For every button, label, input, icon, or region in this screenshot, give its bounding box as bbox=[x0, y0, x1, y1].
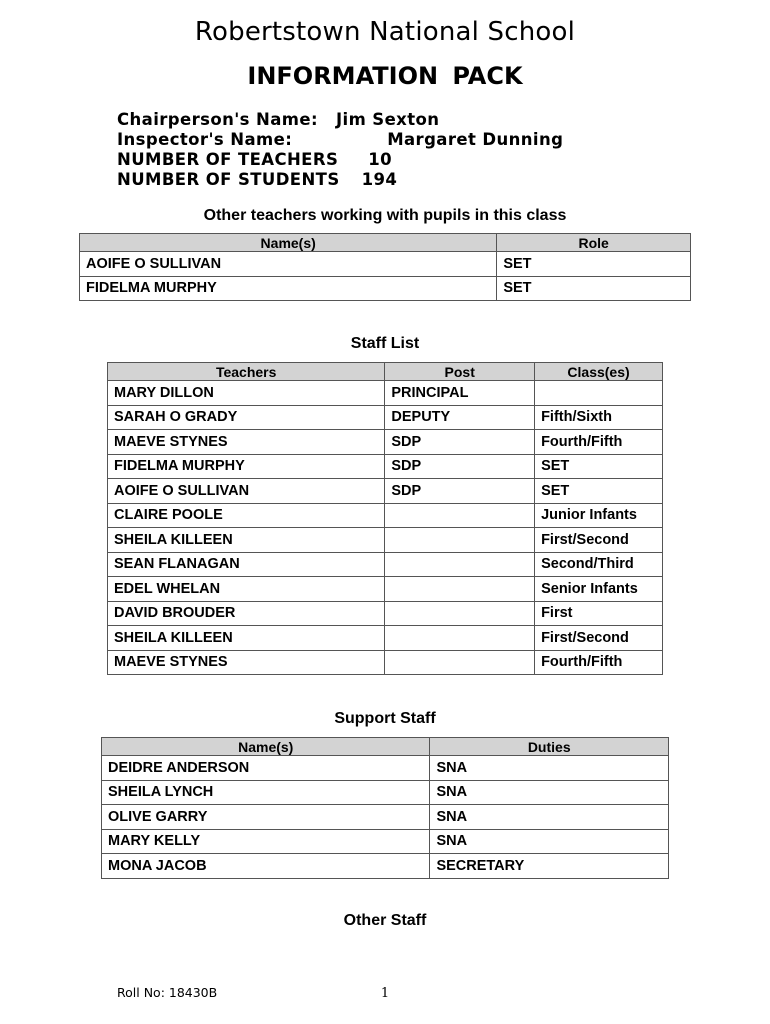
table-row bbox=[108, 650, 663, 675]
column-header-teachers: Teachers bbox=[108, 363, 385, 381]
teachers-count-value: 10 bbox=[368, 150, 393, 169]
table-row bbox=[108, 626, 663, 651]
inspector-value: Margaret Dunning bbox=[387, 130, 564, 149]
duties-cell: SNA bbox=[430, 829, 669, 854]
column-header-post: Post bbox=[385, 363, 535, 381]
classes-cell: SET bbox=[535, 479, 663, 504]
students-count-line bbox=[117, 170, 397, 189]
name-cell: FIDELMA MURPHY bbox=[80, 276, 497, 301]
classes-cell: Fourth/Fifth bbox=[535, 650, 663, 675]
teacher-cell: SHEILA KILLEEN bbox=[108, 626, 385, 651]
table-row bbox=[108, 405, 663, 430]
table-row bbox=[108, 528, 663, 553]
table-row bbox=[102, 829, 669, 854]
name-cell: MARY KELLY bbox=[102, 829, 430, 854]
teacher-cell: MARY DILLON bbox=[108, 381, 385, 406]
role-cell: SET bbox=[497, 252, 691, 277]
students-count-label: NUMBER OF STUDENTS bbox=[117, 170, 340, 189]
post-cell bbox=[385, 577, 535, 602]
table-row bbox=[108, 479, 663, 504]
teacher-cell: CLAIRE POOLE bbox=[108, 503, 385, 528]
table-row bbox=[102, 780, 669, 805]
name-cell: MONA JACOB bbox=[102, 854, 430, 879]
table-row bbox=[102, 805, 669, 830]
name-cell: DEIDRE ANDERSON bbox=[102, 756, 430, 781]
teacher-cell: MAEVE STYNES bbox=[108, 650, 385, 675]
role-cell: SET bbox=[497, 276, 691, 301]
inspector-line bbox=[117, 130, 563, 149]
school-name: Robertstown National School bbox=[194, 17, 576, 47]
staff-list-title: Staff List bbox=[350, 335, 420, 352]
duties-cell: SNA bbox=[430, 805, 669, 830]
table-row bbox=[80, 252, 691, 277]
column-header-role: Role bbox=[497, 234, 691, 252]
table-row bbox=[102, 854, 669, 879]
post-cell bbox=[385, 626, 535, 651]
classes-cell: Junior Infants bbox=[535, 503, 663, 528]
duties-cell: SNA bbox=[430, 756, 669, 781]
other-teachers-table bbox=[79, 233, 691, 301]
post-cell: DEPUTY bbox=[385, 405, 535, 430]
table-row bbox=[108, 552, 663, 577]
post-cell bbox=[385, 528, 535, 553]
classes-cell: Senior Infants bbox=[535, 577, 663, 602]
support-staff-table bbox=[101, 737, 669, 879]
teacher-cell: SARAH O GRADY bbox=[108, 405, 385, 430]
teacher-cell: AOIFE O SULLIVAN bbox=[108, 479, 385, 504]
classes-cell: First/Second bbox=[535, 626, 663, 651]
post-cell bbox=[385, 601, 535, 626]
post-cell: SDP bbox=[385, 454, 535, 479]
teacher-cell: FIDELMA MURPHY bbox=[108, 454, 385, 479]
name-cell: OLIVE GARRY bbox=[102, 805, 430, 830]
table-row bbox=[108, 381, 663, 406]
table-row bbox=[108, 601, 663, 626]
classes-cell: First/Second bbox=[535, 528, 663, 553]
table-row bbox=[108, 430, 663, 455]
column-header-classes: Class(es) bbox=[535, 363, 663, 381]
post-cell bbox=[385, 650, 535, 675]
table-row bbox=[108, 454, 663, 479]
staff-list-table bbox=[107, 362, 663, 675]
column-header-duties: Duties bbox=[430, 738, 669, 756]
teacher-cell: SHEILA KILLEEN bbox=[108, 528, 385, 553]
chairperson-line bbox=[117, 110, 439, 129]
duties-cell: SNA bbox=[430, 780, 669, 805]
chairperson-label: Chairperson's Name: bbox=[117, 110, 318, 129]
teacher-cell: DAVID BROUDER bbox=[108, 601, 385, 626]
inspector-label: Inspector's Name: bbox=[117, 130, 293, 149]
classes-cell: First bbox=[535, 601, 663, 626]
post-cell: SDP bbox=[385, 430, 535, 455]
classes-cell bbox=[535, 381, 663, 406]
teachers-count-line bbox=[117, 150, 392, 169]
chairperson-value: Jim Sexton bbox=[335, 110, 440, 129]
support-staff-title: Support Staff bbox=[334, 710, 436, 727]
table-row bbox=[108, 503, 663, 528]
name-cell: SHEILA LYNCH bbox=[102, 780, 430, 805]
classes-cell: SET bbox=[535, 454, 663, 479]
table-row bbox=[108, 577, 663, 602]
document-title: INFORMATION PACK bbox=[247, 62, 523, 90]
page-number: 1 bbox=[380, 986, 390, 1001]
post-cell: SDP bbox=[385, 479, 535, 504]
table-row bbox=[102, 756, 669, 781]
table-row bbox=[80, 276, 691, 301]
post-cell bbox=[385, 503, 535, 528]
teachers-count-label: NUMBER OF TEACHERS bbox=[117, 150, 339, 169]
other-staff-title: Other Staff bbox=[343, 912, 427, 929]
classes-cell: Second/Third bbox=[535, 552, 663, 577]
post-cell: PRINCIPAL bbox=[385, 381, 535, 406]
other-teachers-title: Other teachers working with pupils in this class bbox=[203, 207, 567, 224]
column-header-names: Name(s) bbox=[80, 234, 497, 252]
roll-number: Roll No: 18430B bbox=[117, 985, 218, 1000]
classes-cell: Fourth/Fifth bbox=[535, 430, 663, 455]
teacher-cell: SEAN FLANAGAN bbox=[108, 552, 385, 577]
teacher-cell: MAEVE STYNES bbox=[108, 430, 385, 455]
column-header-names: Name(s) bbox=[102, 738, 430, 756]
classes-cell: Fifth/Sixth bbox=[535, 405, 663, 430]
students-count-value: 194 bbox=[361, 170, 398, 189]
post-cell bbox=[385, 552, 535, 577]
duties-cell: SECRETARY bbox=[430, 854, 669, 879]
teacher-cell: EDEL WHELAN bbox=[108, 577, 385, 602]
name-cell: AOIFE O SULLIVAN bbox=[80, 252, 497, 277]
